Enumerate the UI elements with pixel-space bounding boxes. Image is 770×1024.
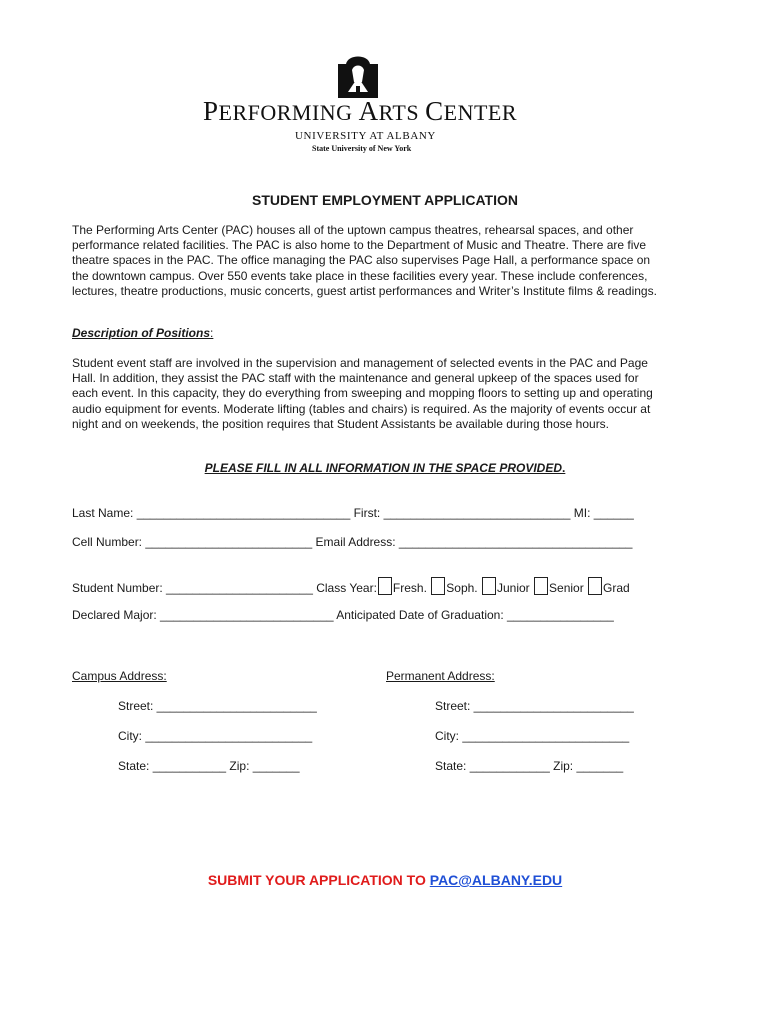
contact-fields[interactable]: Cell Number: _________________________ Email Address: ___________________________________ (72, 535, 633, 549)
perm-street-field[interactable]: Street: ________________________ (435, 699, 634, 713)
pac-logo (200, 52, 520, 162)
pac-emblem-icon (338, 52, 378, 98)
logo-university: UNIVERSITY AT ALBANY (295, 130, 436, 142)
positions-paragraph (72, 356, 692, 432)
fresh-checkbox[interactable] (378, 577, 392, 595)
positions-line: Student event staff are involved in the supervision and management of selected events in the PAC and Page (72, 356, 648, 370)
soph-checkbox[interactable] (431, 577, 445, 595)
perm-state-zip-field[interactable]: State: ____________ Zip: _______ (435, 759, 624, 773)
positions-line: each event. In this capacity, they do everything from sweeping and mopping floors to setting up and operating (72, 386, 653, 401)
name-fields[interactable]: Last Name: ________________________________ First: ____________________________ MI: ______ (72, 506, 634, 520)
student-number-row: Student Number: ______________________ Class Year: Fresh. Soph. Junior Senior Grad (72, 577, 630, 595)
campus-address-heading: Campus Address: (72, 669, 167, 683)
campus-state-zip-field[interactable]: State: ___________ Zip: _______ (118, 759, 300, 773)
intro-line: theatre spaces in the PAC. The office managing the PAC also supervises Page Hall, a performance space on (72, 253, 651, 268)
senior-checkbox[interactable] (534, 577, 548, 595)
positions-line: night and on weekends, the position requires that Student Assistants be available during those hours. (72, 416, 610, 431)
positions-heading: Description of Positions: (72, 326, 214, 340)
page-title: STUDENT EMPLOYMENT APPLICATION (252, 192, 518, 208)
logo-title: PERFORMING ARTS CENTER (202, 96, 518, 126)
intro-line: the downtown campus. Over 550 events take place in these facilities every year. These include conferences, (72, 268, 648, 283)
campus-city-field[interactable]: City: _________________________ (118, 729, 313, 743)
intro-line: lectures, theatre productions, music concerts, guest artist performances and Writer’s Institute films & readings. (72, 283, 657, 298)
perm-city-field[interactable]: City: _________________________ (435, 729, 630, 743)
student-number-field[interactable]: Student Number: ______________________ Class Year: (72, 581, 377, 595)
major-fields[interactable]: Declared Major: __________________________ Anticipated Date of Graduation: ________________ (72, 608, 614, 622)
permanent-address-heading: Permanent Address: (386, 669, 495, 683)
submit-instruction: SUBMIT YOUR APPLICATION TO PAC@ALBANY.EDU (207, 872, 563, 888)
positions-line: Hall. In addition, they assist the PAC staff with the maintenance and general upkeep of the spaces used for (72, 371, 639, 386)
logo-suny: State University of New York (312, 144, 412, 153)
submit-email-link[interactable]: PAC@ALBANY.EDU (429, 872, 563, 888)
positions-line: audio equipment for events. Moderate lifting (tables and chairs) is required. As the majority of events occur at (72, 401, 651, 416)
fill-notice: PLEASE FILL IN ALL INFORMATION IN THE SPACE PROVIDED. (204, 461, 566, 475)
intro-line: The Performing Arts Center (PAC) houses all of the uptown campus theatres, rehearsal spaces, and other (72, 223, 634, 237)
junior-checkbox[interactable] (482, 577, 496, 595)
grad-checkbox[interactable] (588, 577, 602, 595)
intro-paragraph (72, 223, 692, 299)
intro-line: performance related facilities. The PAC is also home to the Department of Music and Theatre. There are five (72, 238, 647, 253)
campus-street-field[interactable]: Street: ________________________ (118, 699, 317, 713)
